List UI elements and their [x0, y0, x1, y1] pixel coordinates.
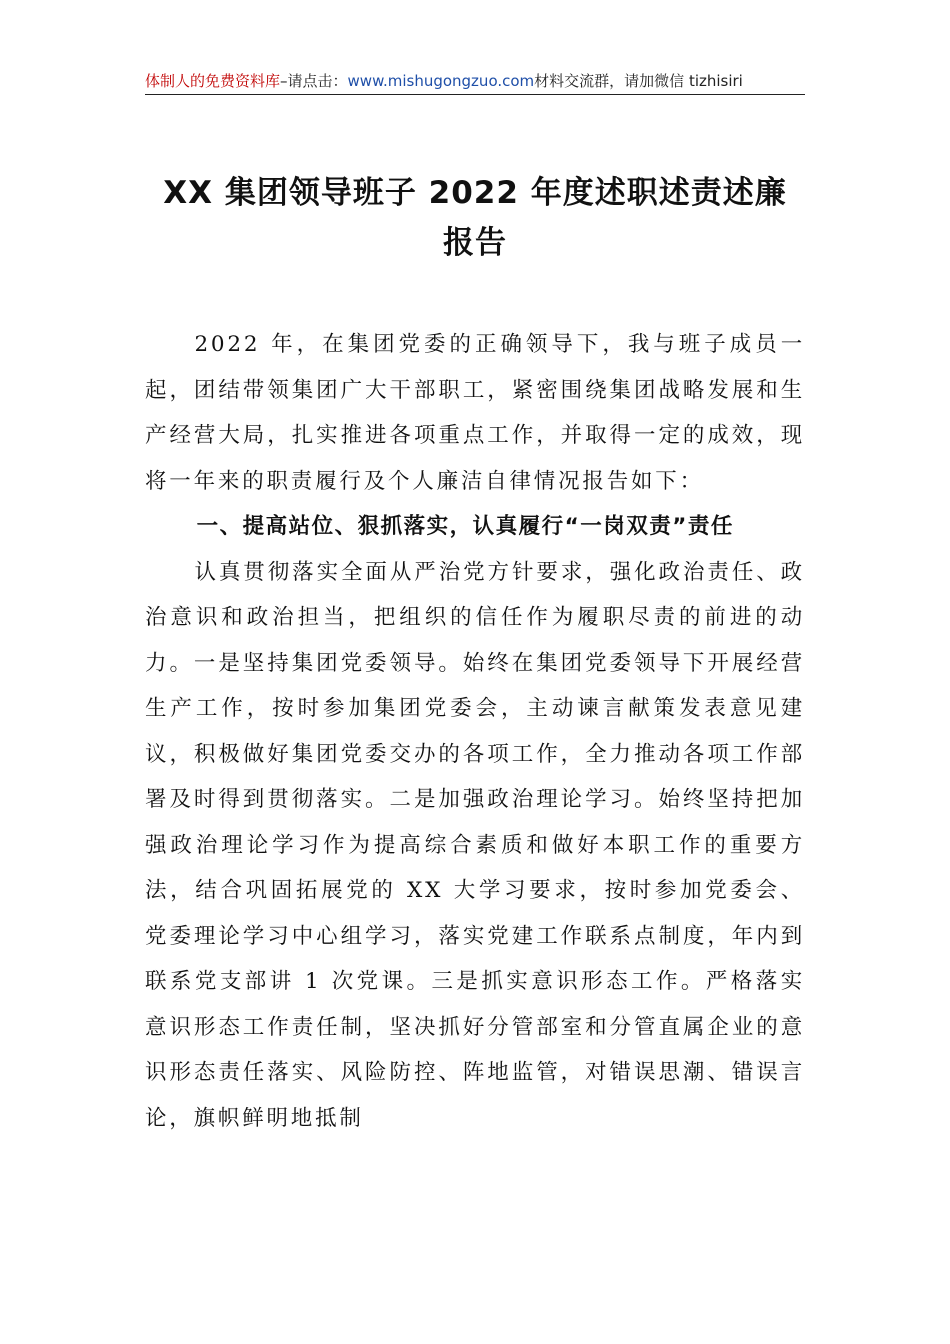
page-header: [145, 70, 805, 95]
document-body: [145, 322, 805, 1141]
header-url-link[interactable]: www.mishugongzuo.com: [347, 72, 535, 90]
header-prompt: –请点击：: [280, 72, 348, 90]
header-contact: 材料交流群，请加微信 tizhisiri: [534, 72, 743, 90]
intro-paragraph: 2022 年，在集团党委的正确领导下，我与班子成员一起，团结带领集团广大干部职工，紧密围绕集团战略发展和生产经营大局，扎实推进各项重点工作，并取得一定的成效，现将一年来的职责履行及个人廉洁自律情况报告如下：: [145, 332, 805, 494]
section-1-heading: 一、提高站位、狠抓落实，认真履行“一岗双责”责任: [196, 514, 734, 539]
header-site-name: 体制人的免费资料库: [145, 72, 281, 90]
document-title: XX 集团领导班子 2022 年度述职述责述廉报告: [163, 175, 787, 261]
section-1-paragraph: 认真贯彻落实全面从严治党方针要求，强化政治责任、政治意识和政治担当，把组织的信任作为履职尽责的前进的动力。一是坚持集团党委领导。始终在集团党委领导下开展经营生产工作，按时参加集团党委会，主动谏言献策发表意见建议，积极做好集团党委交办的各项工作，全力推动各项工作部署及时得到贯彻落实。二是加强政治理论学习。始终坚持把加强政治理论学习作为提高综合素质和做好本职工作的重要方法，结合巩固拓展党的 XX 大学习要求，按时参加党委会、党委理论学习中心组学习，落实党建工作联系点制度，年内到联系党支部讲 1 次党课。三是抓实意识形态工作。严格落实意识形态工作责任制，坚决抓好分管部室和分管直属企业的意识形态责任落实、风险防控、阵地监管，对错误思潮、错误言论，旗帜鲜明地抵制: [145, 559, 805, 1131]
